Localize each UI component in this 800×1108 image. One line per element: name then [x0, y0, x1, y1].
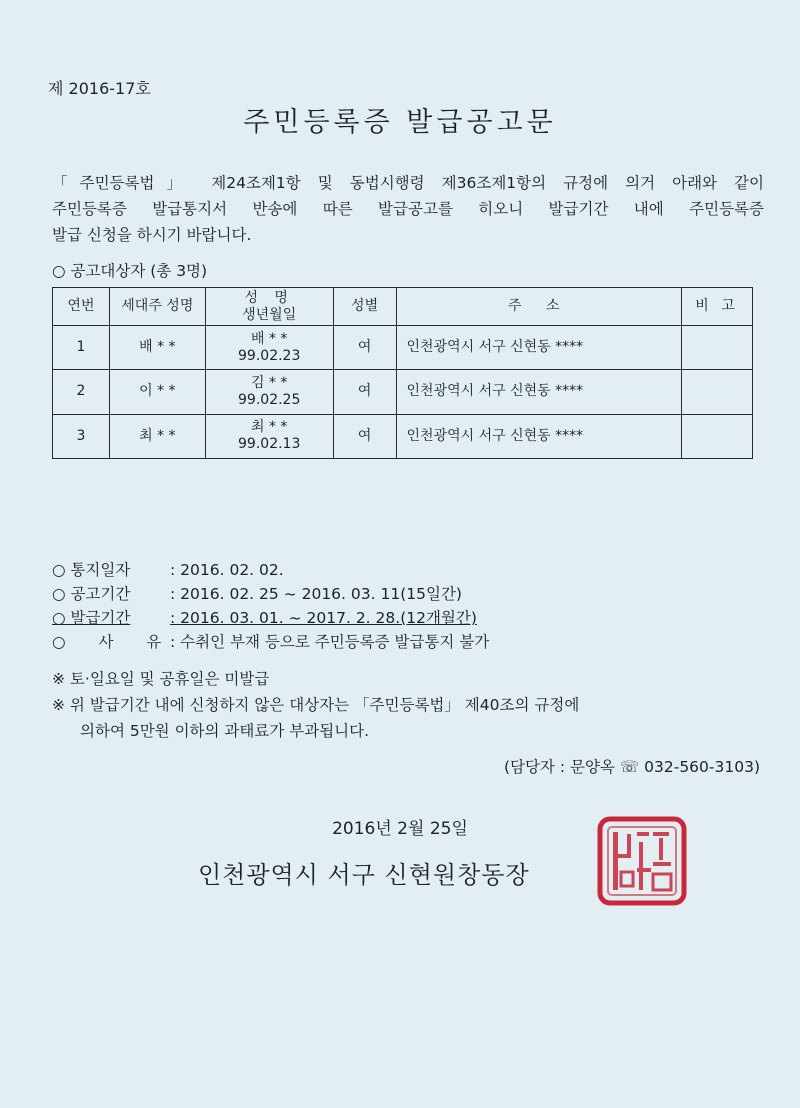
note-line: 의하여 5만원 이하의 과태료가 부과됩니다. — [80, 722, 370, 740]
info-label: ○ 공고기간 — [52, 585, 131, 603]
col-no-header: 연번 — [53, 288, 110, 326]
cell-birth: 99.02.23 — [238, 347, 301, 364]
table-row — [53, 370, 753, 414]
cell-name: 배 * * — [250, 330, 288, 347]
cell-birth: 99.02.13 — [238, 436, 301, 453]
table-row — [53, 414, 753, 458]
contact-info: (담당자 : 문양옥 ☏ 032-560-3103) — [503, 758, 760, 776]
cell-birth: 99.02.25 — [238, 391, 301, 408]
notes — [52, 666, 764, 744]
info-colon: : — [170, 585, 181, 603]
col-name-header — [205, 288, 333, 326]
cell-no: 1 — [53, 326, 110, 370]
cell-head: 최 * * — [109, 414, 205, 458]
info-colon: : — [170, 633, 181, 651]
table-row — [53, 326, 753, 370]
issuer-name: 인천광역시 서구 신현원창동장 — [198, 861, 530, 889]
cell-name-birth — [205, 370, 333, 414]
cell-no: 2 — [53, 370, 110, 414]
col-name-header-line1: 성 명 — [244, 289, 294, 306]
info-value: 2016. 03. 01. ~ 2017. 2. 28.(12개월간) — [180, 609, 477, 627]
info-value: 수취인 부재 등으로 주민등록증 발급통지 불가 — [180, 633, 490, 651]
intro-line: 발급 신청을 하시기 바랍니다. — [52, 226, 252, 244]
intro-line: 주민등록증 발급통지서 반송에 따른 발급공고를 히오니 발급기간 내에 주민등록증 — [52, 200, 764, 218]
info-item-issue-period — [52, 606, 489, 630]
targets-table — [52, 287, 753, 459]
cell-name: 김 * * — [250, 374, 288, 391]
notice-info — [52, 558, 489, 654]
issue-date: 2016년 2월 25일 — [332, 819, 468, 839]
table-header-row — [53, 288, 753, 326]
col-address-header: 주 소 — [396, 288, 682, 326]
official-seal — [597, 816, 687, 906]
col-name-header-line2: 생년월일 — [242, 306, 297, 323]
cell-sex: 여 — [333, 326, 396, 370]
info-value: 2016. 02. 25 ~ 2016. 03. 11(15일간) — [180, 585, 462, 603]
cell-note — [682, 414, 753, 458]
cell-address: 인천광역시 서구 신현동 **** — [396, 326, 682, 370]
cell-name-birth — [205, 326, 333, 370]
info-item-notice-date — [52, 558, 489, 582]
info-item-reason — [52, 630, 489, 654]
targets-heading: ○ 공고대상자 (총 3명) — [52, 262, 208, 280]
info-label: ○ 사 유 — [52, 633, 162, 651]
cell-no: 3 — [53, 414, 110, 458]
col-note-header: 비 고 — [682, 288, 753, 326]
cell-name-birth — [205, 414, 333, 458]
intro-paragraph — [52, 170, 764, 248]
info-value: 2016. 02. 02. — [180, 561, 284, 579]
intro-line: 「주민등록법」 제24조제1항 및 동법시행령 제36조제1항의 규정에 의거 아래와 같이 — [52, 174, 764, 192]
cell-head: 배 * * — [109, 326, 205, 370]
cell-name: 최 * * — [250, 419, 288, 436]
note-line: ※ 토·일요일 및 공휴일은 미발급 — [52, 670, 270, 688]
cell-address: 인천광역시 서구 신현동 **** — [396, 370, 682, 414]
info-label: ○ 발급기간 — [52, 609, 131, 627]
info-item-notice-period — [52, 582, 489, 606]
cell-note — [682, 326, 753, 370]
cell-sex: 여 — [333, 414, 396, 458]
cell-head: 이 * * — [109, 370, 205, 414]
document-number: 제 2016-17호 — [48, 79, 151, 98]
info-colon: : — [170, 561, 181, 579]
cell-address: 인천광역시 서구 신현동 **** — [396, 414, 682, 458]
col-sex-header: 성별 — [333, 288, 396, 326]
note-line: ※ 위 발급기간 내에 신청하지 않은 대상자는 「주민등록법」 제40조의 규정에 — [52, 696, 580, 714]
info-colon: : — [170, 609, 181, 627]
col-head-header: 세대주 성명 — [109, 288, 205, 326]
cell-note — [682, 370, 753, 414]
info-label: ○ 통지일자 — [52, 561, 131, 579]
page-title: 주민등록증 발급공고문 — [243, 107, 557, 138]
cell-sex: 여 — [333, 370, 396, 414]
